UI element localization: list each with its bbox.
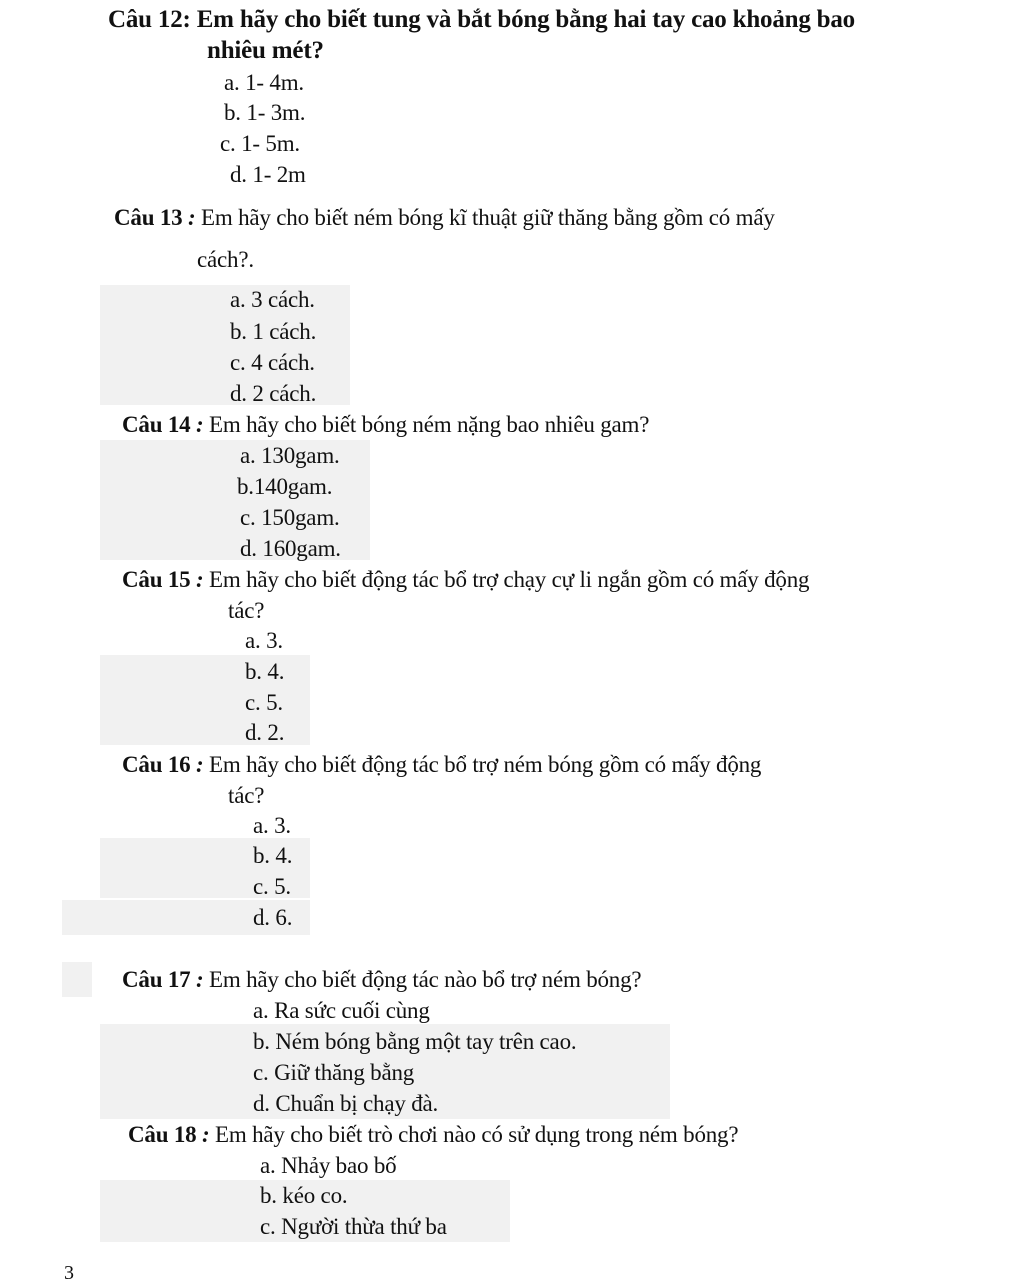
question-13-label: Câu 13 [114, 205, 183, 230]
option-12c: c. 1- 5m. [220, 131, 300, 156]
option-17d: d. Chuẩn bị chạy đà. [253, 1091, 439, 1116]
question-18-text-line-1: Em hãy cho biết trò chơi nào có sử dụng trong ném bóng? [209, 1122, 739, 1147]
option-16c: c. 5. [253, 874, 291, 899]
option-13a: a. 3 cách. [230, 287, 315, 312]
option-16b: b. 4. [253, 843, 293, 868]
question-12-label: Câu 12: [108, 6, 191, 33]
question-14 [122, 410, 649, 440]
question-16 [122, 750, 761, 780]
question-18-sep: : [196, 1122, 210, 1147]
question-12 [108, 5, 855, 35]
option-18b: b. kéo co. [260, 1183, 348, 1208]
question-13 [114, 203, 775, 233]
option-17b: b. Ném bóng bằng một tay trên cao. [253, 1029, 577, 1054]
question-17-sep: : [190, 967, 204, 992]
question-15-text-line-1: Em hãy cho biết động tác bổ trợ chạy cự li ngắn gồm có mấy động [203, 567, 810, 592]
question-16-label: Câu 16 [122, 752, 191, 777]
option-12d: d. 1- 2m [230, 162, 306, 187]
option-12b: b. 1- 3m. [224, 100, 306, 125]
question-15-text-line-2: tác? [228, 598, 265, 623]
question-13-text-line-1: Em hãy cho biết ném bóng kĩ thuật giữ thăng bằng gồm có mấy [195, 205, 775, 230]
option-15c: c. 5. [245, 690, 283, 715]
question-17-text-line-1: Em hãy cho biết động tác nào bổ trợ ném bóng? [203, 967, 642, 992]
option-13b: b. 1 cách. [230, 319, 317, 344]
question-14-label: Câu 14 [122, 412, 191, 437]
option-14b: b.140gam. [237, 474, 333, 499]
option-16a: a. 3. [253, 813, 291, 838]
question-12-text-line-1: Em hãy cho biết tung và bắt bóng bằng hai tay cao khoảng bao [190, 6, 855, 33]
question-16-text-line-1: Em hãy cho biết động tác bổ trợ ném bóng gồm có mấy động [203, 752, 762, 777]
option-12a: a. 1- 4m. [224, 70, 304, 95]
option-14c: c. 150gam. [240, 505, 340, 530]
option-13d: d. 2 cách. [230, 381, 317, 406]
question-17-label: Câu 17 [122, 967, 191, 992]
option-15a: a. 3. [245, 628, 283, 653]
question-13-text-line-2: cách?. [197, 247, 254, 272]
question-12-text-line-2: nhiêu mét? [207, 37, 324, 64]
option-17a: a. Ra sức cuối cùng [253, 998, 430, 1023]
option-18c: c. Người thừa thứ ba [260, 1214, 447, 1239]
page-number: 3 [64, 1262, 74, 1284]
question-18 [128, 1120, 738, 1150]
question-13-sep: : [182, 205, 196, 230]
option-18a: a. Nhảy bao bố [260, 1153, 397, 1178]
option-15d: d. 2. [245, 720, 285, 745]
option-17c: c. Giữ thăng bằng [253, 1060, 415, 1085]
option-14d: d. 160gam. [240, 536, 341, 561]
option-13c: c. 4 cách. [230, 350, 315, 375]
question-14-text-line-1: Em hãy cho biết bóng ném nặng bao nhiêu gam? [203, 412, 650, 437]
question-18-label: Câu 18 [128, 1122, 197, 1147]
question-15-label: Câu 15 [122, 567, 191, 592]
option-16d: d. 6. [253, 905, 293, 930]
question-16-sep: : [190, 752, 204, 777]
option-14a: a. 130gam. [240, 443, 340, 468]
question-14-sep: : [190, 412, 204, 437]
question-16-text-line-2: tác? [228, 783, 265, 808]
question-15 [122, 565, 809, 595]
question-15-sep: : [190, 567, 204, 592]
question-17 [122, 965, 641, 995]
option-15b: b. 4. [245, 659, 285, 684]
